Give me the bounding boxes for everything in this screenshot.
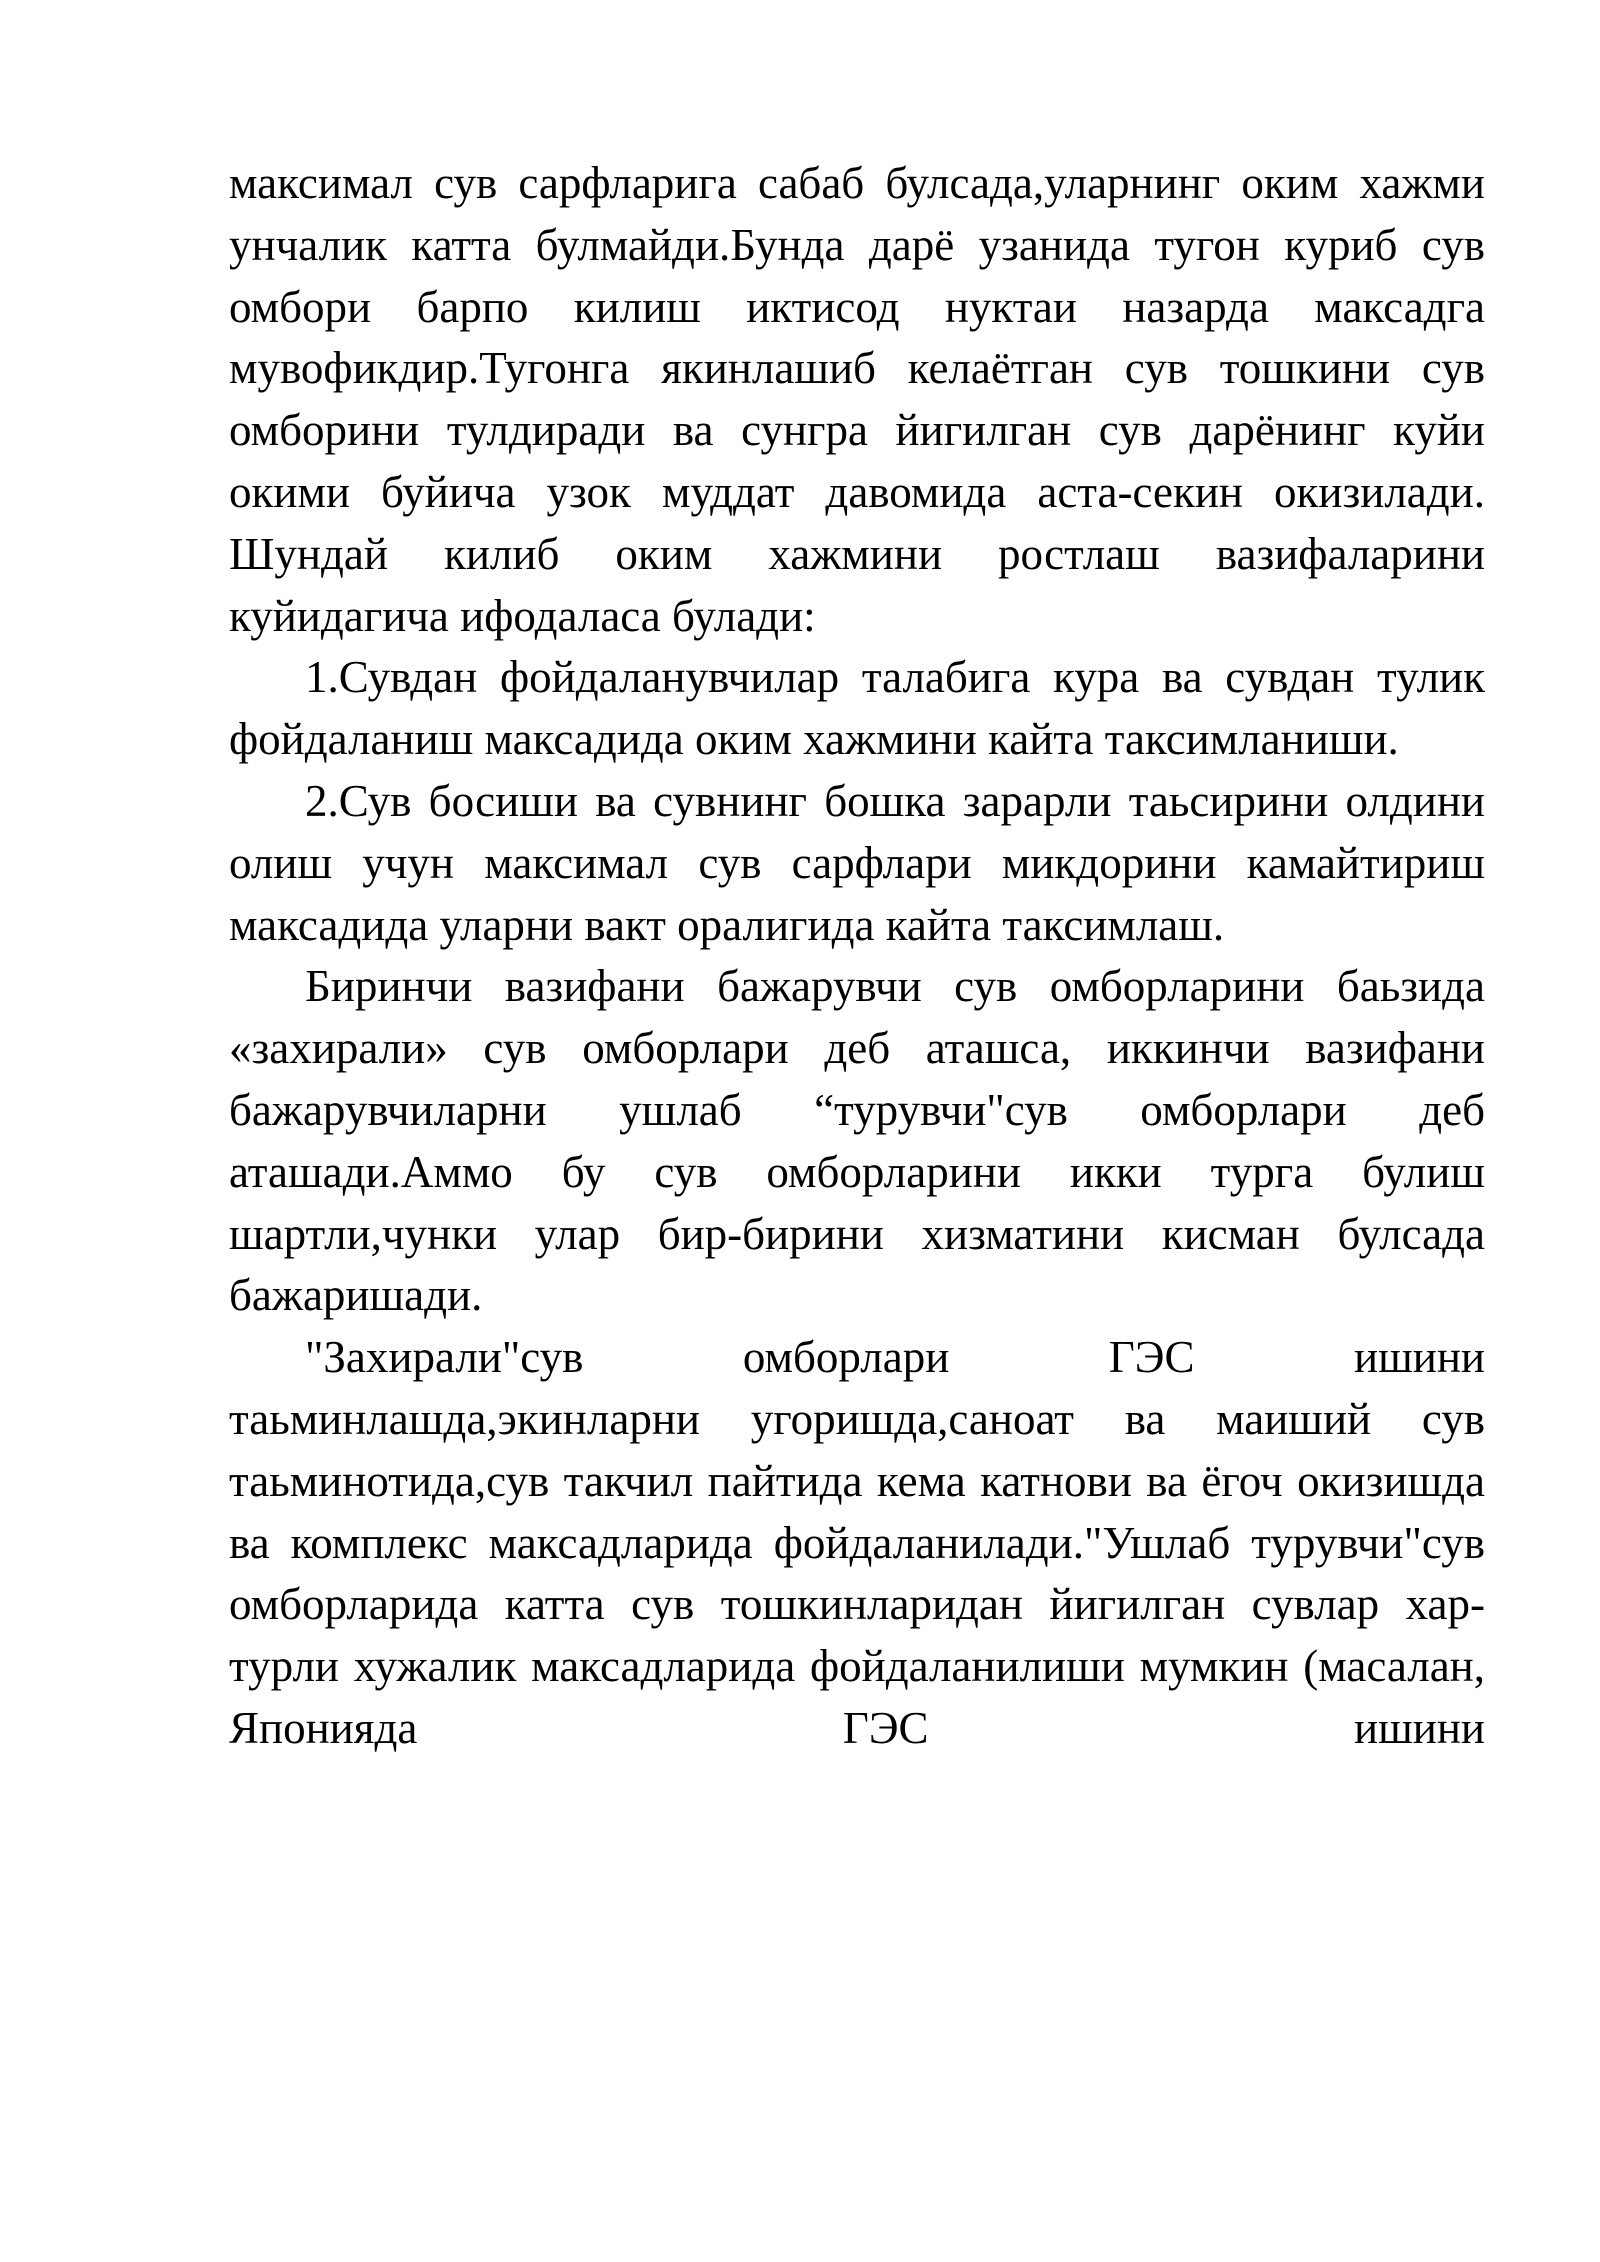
paragraph-1: максимал сув сарфларига сабаб булсада,уларнинг оким хажми унчалик катта булмайди.Бунда дарё узанида тугон куриб сув омбори барпо килиш иктисод нуктаи назарда максадга мувофикдир.Тугонга якинлашиб келаётган сув тошкини сув омборини тулдиради ва сунгра йигилган сув дарёнинг куйи окими буйича узок муддат давомида аста-секин окизилади. Шундай килиб оким хажмини ростлаш вазифаларини куйидагича ифодаласа булади: xyxy=(229,158,1485,641)
paragraph-2-list-item-1: 1.Сувдан фойдаланувчилар талабига кура ва сувдан тулик фойдаланиш максадида оким хажмини кайта таксимланиши. xyxy=(229,652,1485,765)
document-body xyxy=(229,153,1485,1760)
paragraph-4: Биринчи вазифани бажарувчи сув омборларини баьзида «захирали» сув омборлари деб аташса, иккинчи вазифани бажарувчиларни ушлаб “турувчи"сув омборлари деб аташади.Аммо бу сув омборларини икки турга булиш шартли,чунки улар бир-бирини хизматини кисман булсада бажаришади. xyxy=(229,961,1485,1321)
paragraph-3-list-item-2: 2.Сув босиши ва сувнинг бошка зарарли таьсирини олдини олиш учун максимал сув сарфлари микдорини камайтириш максадида уларни вакт оралигида кайта таксимлаш. xyxy=(229,775,1485,950)
paragraph-5: "Захирали"сув омборлари ГЭС ишини таьминлашда,экинларни угоришда,саноат ва маиший сув таьминотида,сув такчил пайтида кема катнови ва ёгоч окизишда ва комплекс максадларида фойдаланилади."Ушлаб турувчи"сув омборларида катта сув тошкинларидан йигилган сувлар хар-турли хужалик максадларида фойдаланилиши мумкин (масалан, Японияда ГЭС ишини xyxy=(229,1332,1485,1753)
